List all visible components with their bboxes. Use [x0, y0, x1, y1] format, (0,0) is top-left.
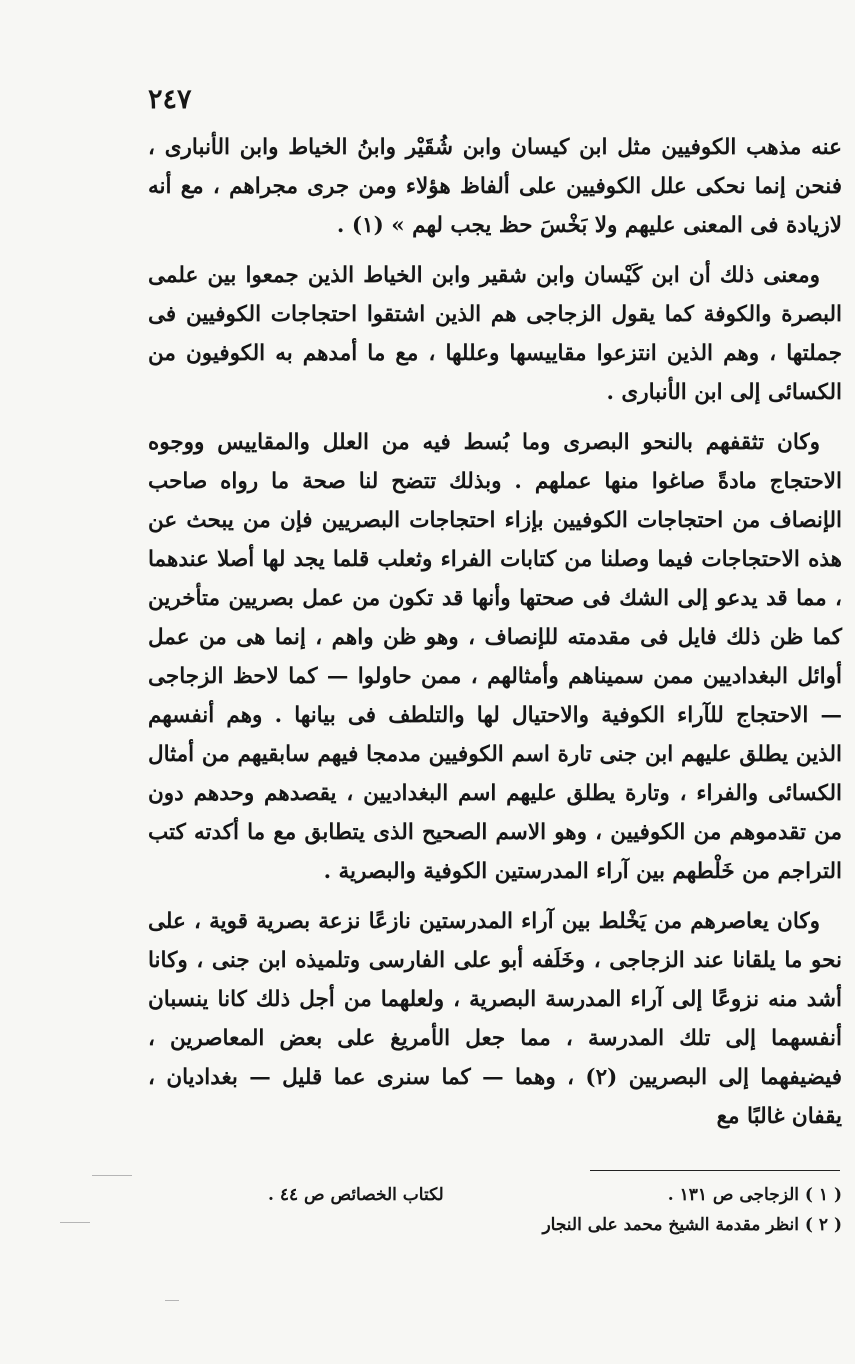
footnote-2: ( ٢ ) انظر مقدمة الشيخ محمد على النجار: [542, 1215, 842, 1235]
footnote-2-row: [148, 1210, 842, 1240]
footnote-1: ( ١ ) الزجاجى ص ١٣١ .: [667, 1185, 842, 1205]
scan-mark: [165, 1300, 179, 1301]
scan-mark: [60, 1222, 90, 1223]
footnotes: [148, 1180, 842, 1240]
scan-mark: [92, 1175, 132, 1176]
footnote-rule: [590, 1170, 840, 1171]
paragraph-1: عنه مذهب الكوفيين مثل ابن كيسان وابن شُقَيْر وابنُ الخياط وابن الأنبارى ، فنحن إنما نحكى علل الكوفيين على ألفاظ هؤلاء ومن جرى مجراهم ، مع أنه لازيادة فى المعنى عليهم ولا بَخْسَ حظ يجب لهم » (١) .: [148, 135, 842, 238]
paragraph-4: وكان يعاصرهم من يَخْلط بين آراء المدرستين نازعًا نزعة بصرية قوية ، على نحو ما يلقانا عند الزجاجى ، وخَلَفه أبو على الفارسى وتلميذه ابن جنى ، وكانا أشد منه نزوعًا إلى آراء المدرسة البصرية ، ولعلهما من أجل ذلك كانا ينسبان أنفسهما إلى تلك المدرسة ، مما جعل الأمريغ على بعض المعاصرين ، فيضيفهما إلى البصريين (٢) ، وهما — كما سنرى عما قليل — بغداديان ، يقفان غالبًا مع: [148, 909, 842, 1129]
page-number: ٢٤٧: [148, 84, 192, 115]
paragraph-2: ومعنى ذلك أن ابن كَيْسان وابن شقير وابن الخياط الذين جمعوا بين علمى البصرة والكوفة كما يقول الزجاجى هم الذين اشتقوا احتجاجات الكوفيين فى جملتها ، وهم الذين انتزعوا مقاييسها وعللها ، مع ما أمدهم به الكوفيون من الكسائى إلى ابن الأنبارى .: [148, 263, 842, 405]
footnote-1-row: [148, 1180, 842, 1210]
paragraph-3: وكان تثقفهم بالنحو البصرى وما بُسط فيه من العلل والمقاييس ووجوه الاحتجاج مادةً صاغوا منها عملهم . وبذلك تتضح لنا صحة ما رواه صاحب الإنصاف من احتجاجات الكوفيين بإزاء احتجاجات البصريين فإن من يبحث عن هذه الاحتجاجات فيما وصلنا من كتابات الفراء وثعلب قلما يجد لها أصلا عندهما ، مما قد يدعو إلى الشك فى صحتها وأنها قد تكون من عمل بصريين متأخرين كما ظن ذلك فايل فى مقدمته للإنصاف ، وهو ظن واهم ، إنما هى من عمل أوائل البغداديين ممن سميناهم وأمثالهم ، ممن حاولوا — كما لاحظ الزجاجى — الاحتجاج للآراء الكوفية والاحتيال لها والتلطف فى بيانها . وهم أنفسهم الذين يطلق عليهم ابن جنى تارة اسم الكوفيين مدمجا فيهم سابقيهم من أمثال الكسائى والفراء ، وتارة يطلق عليهم اسم البغداديين ، يقصدهم وحدهم دون من تقدموهم من الكوفيين ، وهو الاسم الصحيح الذى يتطابق مع ما أكدته كتب التراجم من خَلْطهم بين آراء المدرستين الكوفية والبصرية .: [148, 430, 842, 884]
footnote-1-aside: لكتاب الخصائص ص ٤٤ .: [268, 1185, 444, 1205]
body-text: [148, 128, 842, 1147]
